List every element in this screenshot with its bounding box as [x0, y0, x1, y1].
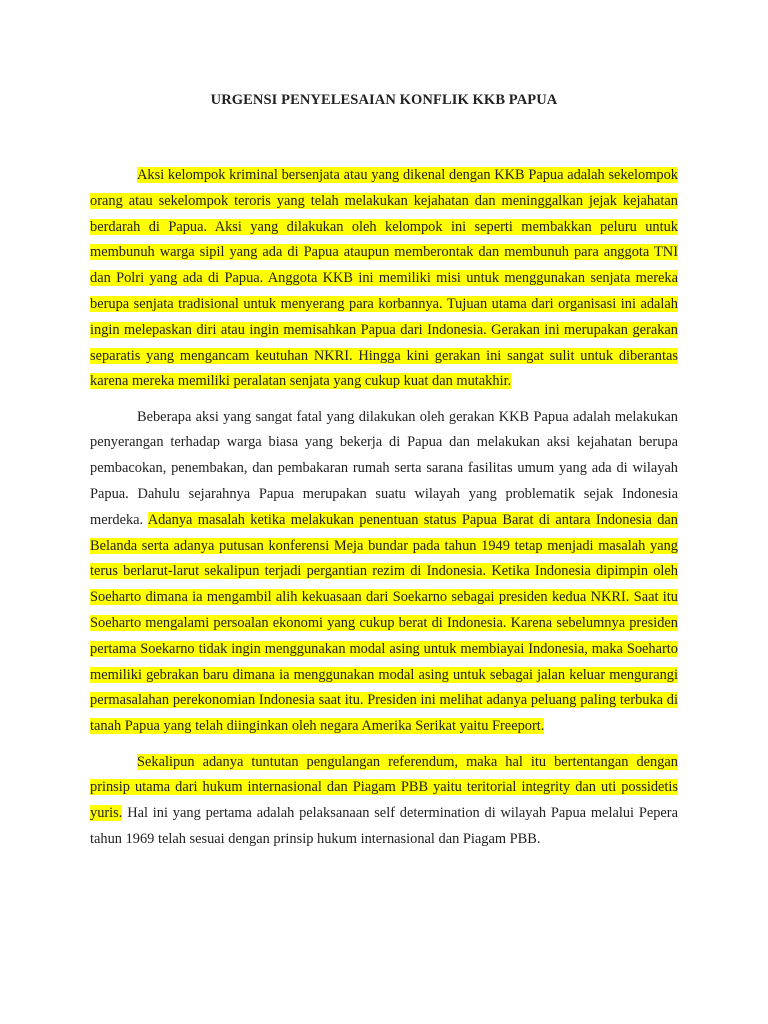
document-title: URGENSI PENYELESAIAN KONFLIK KKB PAPUA [210, 92, 558, 108]
highlighted-text: Aksi kelompok kriminal bersenjata atau yang dikenal dengan KKB Papua adalah sekelompok orang atau sekelompok teroris yang telah melakukan kejahatan dan meninggalkan jejak kejahatan berdarah di Papua. Aksi yang dilakukan oleh kelompok ini seperti membakkan peluru untuk membunuh warga sipil yang ada di Papua ataupun memberontak dan membunuh para anggota TNI dan Polri yang ada di Papua. Anggota KKB ini memiliki misi untuk menggunakan senjata mereka berupa senjata tradisional untuk menyerang para korbannya. Tujuan utama dari organisasi ini adalah ingin melepaskan diri atau ingin memisahkan Papua dari Indonesia. Gerakan ini merupakan gerakan separatis yang mengancam keutuhan NKRI. Hingga kini gerakan ini sangat sulit untuk diberantas karena mereka memiliki peralatan senjata yang cukup kuat dan mutakhir. [90, 167, 678, 390]
plain-text: Hal ini yang pertama adalah pelaksanaan self determination di wilayah Papua melalui Pepera tahun 1969 telah sesuai dengan prinsip hukum internasional dan Piagam PBB. [90, 805, 678, 847]
paragraph-3 [90, 750, 678, 853]
document-body [90, 163, 678, 862]
highlighted-text: Adanya masalah ketika melakukan penentuan status Papua Barat di antara Indonesia dan Belanda serta adanya putusan konferensi Meja bundar pada tahun 1949 tetap menjadi masalah yang terus berlarut-larut sekalipun terjadi pergantian rezim di Indonesia. Ketika Indonesia dipimpin oleh Soeharto dimana ia mengambil alih kekuasaan dari Soekarno sebagai presiden kedua NKRI. Saat itu Soeharto mengalami persoalan ekonomi yang cukup berat di Indonesia. Karena sebelumnya presiden pertama Soekarno tidak ingin menggunakan modal asing untuk membiayai Indonesia, maka Soeharto memiliki gebrakan baru dimana ia menggunakan modal asing untuk sebagai jalan keluar mengurangi permasalahan perekonomian Indonesia saat itu. Presiden ini melihat adanya peluang paling terbuka di tanah Papua yang telah diinginkan oleh negara Amerika Serikat yaitu Freeport. [90, 511, 678, 735]
plain-text: Beberapa aksi yang sangat fatal yang dilakukan oleh gerakan KKB Papua adalah melakukan penyerangan terhadap warga biasa yang bekerja di Papua dan melakukan aksi kejahatan berupa pembacokan, penembakan, dan pembakaran rumah serta sarana fasilitas umum yang ada di wilayah Papua. Dahulu sejarahnya Papua merupakan suatu wilayah yang problematik sejak Indonesia merdeka. [90, 408, 678, 528]
paragraph-1 [90, 163, 678, 395]
highlighted-text: Sekalipun adanya tuntutan pengulangan referendum, maka hal itu bertentangan dengan prinsip utama dari hukum internasional dan Piagam PBB yaitu teritorial integrity dan uti possidetis yuris. [90, 753, 678, 822]
paragraph-2 [90, 405, 678, 740]
